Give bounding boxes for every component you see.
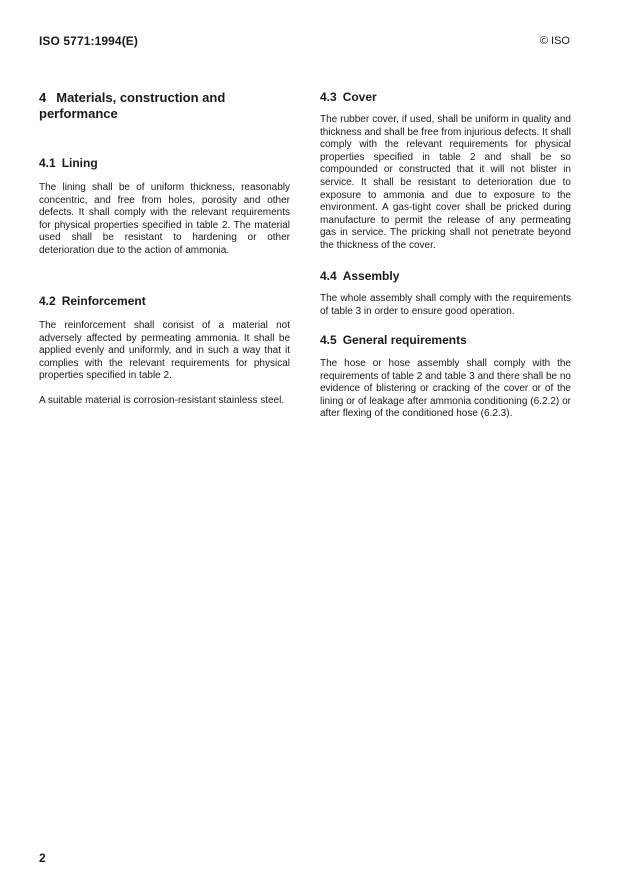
section-4-number: 4 [39,90,47,105]
section-4-heading [39,90,292,122]
section-4-1-number: 4.1 [39,156,56,170]
section-4-4-title: Assembly [342,269,400,283]
section-4-2-number: 4.2 [39,294,56,308]
section-4-2-heading [39,294,292,308]
section-4-1-text: The lining shall be of uniform thickness, reasonably concentric, and free from holes, porosity and other defects. It shall comply with the relevant requirements for physical properties specified in table 2. The material used shall be resistant to hardening or other deterioration due to the action of ammonia. [39,182,290,256]
section-4-4-heading [320,269,573,283]
section-4-5-number: 4.5 [320,333,337,347]
section-4-3-heading [320,90,573,104]
section-4-2-text-2: A suitable material is corrosion-resistant stainless steel. [39,395,285,406]
section-4-5-text: The hose or hose assembly shall comply with the requirements of table 2 and table 3 and there shall be no evidence of blistering or cracking of the cover or of the lining or of leakage after ammonia conditioning (6.2.2) or after flexing of the conditioned hose (6.2.3). [320,358,571,420]
section-4-5-title: General requirements [342,333,467,347]
copyright-mark: © ISO [539,35,570,47]
section-4-3-text: The rubber cover, if used, shall be uniform in quality and thickness and shall be free from injurious defects. It shall comply with the relevant requirements for physical properties specified in table 2 and shall be so compounded or constructed that it will not blister in service. It shall be resistant to deterioration due to exposure to ammonia and due to exposure to the environment. A gas-tight cover shall be pricked during manufacture to permit the release of any permeating gas in service. The pricking shall not penetrate beyond the thickness of the cover. [320,114,571,251]
section-4-5-heading [320,333,573,347]
page-number: 2 [39,851,46,865]
section-4-4-number: 4.4 [320,269,337,283]
section-4-1-title: Lining [61,156,98,170]
section-4-1-heading [39,156,292,170]
section-4-4-text: The whole assembly shall comply with the requirements of table 3 in order to ensure good operation. [320,293,571,317]
section-4-3-number: 4.3 [320,90,337,104]
section-4-2-title: Reinforcement [61,294,146,308]
standard-reference: ISO 5771:1994(E) [39,34,138,48]
section-4-title: Materials, construction and performance [39,90,226,121]
section-4-2-text-1: The reinforcement shall consist of a material not adversely affected by permeating ammonia. It shall be applied evenly and uniformly, and in such a way that it complies with the relevant requirements for physical properties specified in table 2. [39,320,290,382]
section-4-3-title: Cover [342,90,377,104]
